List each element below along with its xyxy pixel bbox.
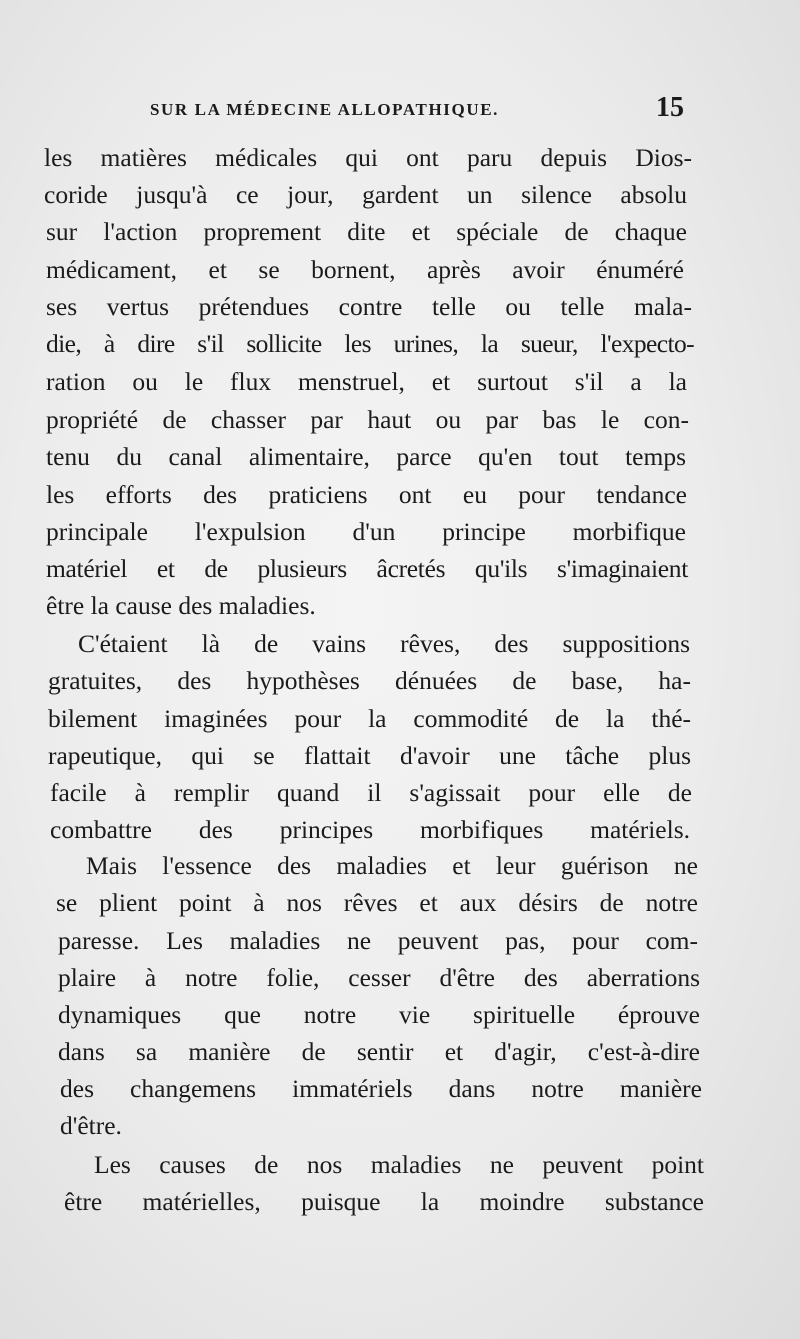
text-line: ses vertus prétendues contre telle ou telle mala- xyxy=(46,292,692,321)
text-line: les matières médicales qui ont paru depuis Dios- xyxy=(44,143,692,172)
text-line: bilement imaginées pour la commodité de la thé- xyxy=(48,704,691,733)
text-line: sur l'action proprement dite et spéciale de chaque xyxy=(46,217,687,246)
text-line: combattre des principes morbifiques matériels. xyxy=(50,815,690,844)
running-head-title: SUR LA MÉDECINE ALLOPATHIQUE. xyxy=(150,100,499,119)
running-head xyxy=(150,92,690,128)
text-line: les efforts des praticiens ont eu pour tendance xyxy=(46,480,687,509)
text-line: dynamiques que notre vie spirituelle éprouve xyxy=(58,1000,700,1029)
text-line: paresse. Les maladies ne peuvent pas, pour com- xyxy=(58,926,698,955)
text-line: principale l'expulsion d'un principe morbifique xyxy=(46,517,686,546)
text-line: être la cause des maladies. xyxy=(46,591,316,620)
text-line: des changemens immatériels dans notre manière xyxy=(60,1074,702,1103)
text-line: plaire à notre folie, cesser d'être des aberrations xyxy=(58,963,700,992)
text-line: gratuites, des hypothèses dénuées de base, ha- xyxy=(48,666,691,695)
text-line: die, à dire s'il sollicite les urines, la sueur, l'expecto- xyxy=(46,329,694,358)
text-line: matériel et de plusieurs âcretés qu'ils s'imaginaient xyxy=(46,554,688,583)
text-line: dans sa manière de sentir et d'agir, c'est-à-dire xyxy=(58,1037,700,1066)
text-line: C'étaient là de vains rêves, des suppositions xyxy=(78,629,690,658)
text-line: se plient point à nos rêves et aux désirs de notre xyxy=(56,888,698,917)
text-line: facile à remplir quand il s'agissait pour elle de xyxy=(50,778,692,807)
text-line: Mais l'essence des maladies et leur guérison ne xyxy=(86,851,698,880)
text-line: tenu du canal alimentaire, parce qu'en tout temps xyxy=(46,442,686,471)
text-line: propriété de chasser par haut ou par bas le con- xyxy=(46,405,689,434)
text-line: Les causes de nos maladies ne peuvent point xyxy=(94,1150,704,1179)
text-line: médicament, et se bornent, après avoir énuméré xyxy=(46,255,684,284)
text-line: être matérielles, puisque la moindre substance xyxy=(64,1187,704,1216)
text-line: d'être. xyxy=(60,1111,122,1140)
text-line: rapeutique, qui se flattait d'avoir une tâche plus xyxy=(48,741,691,770)
text-line: coride jusqu'à ce jour, gardent un silence absolu xyxy=(44,180,687,209)
text-line: ration ou le flux menstruel, et surtout s'il a la xyxy=(46,367,687,396)
page-number: 15 xyxy=(656,92,684,123)
